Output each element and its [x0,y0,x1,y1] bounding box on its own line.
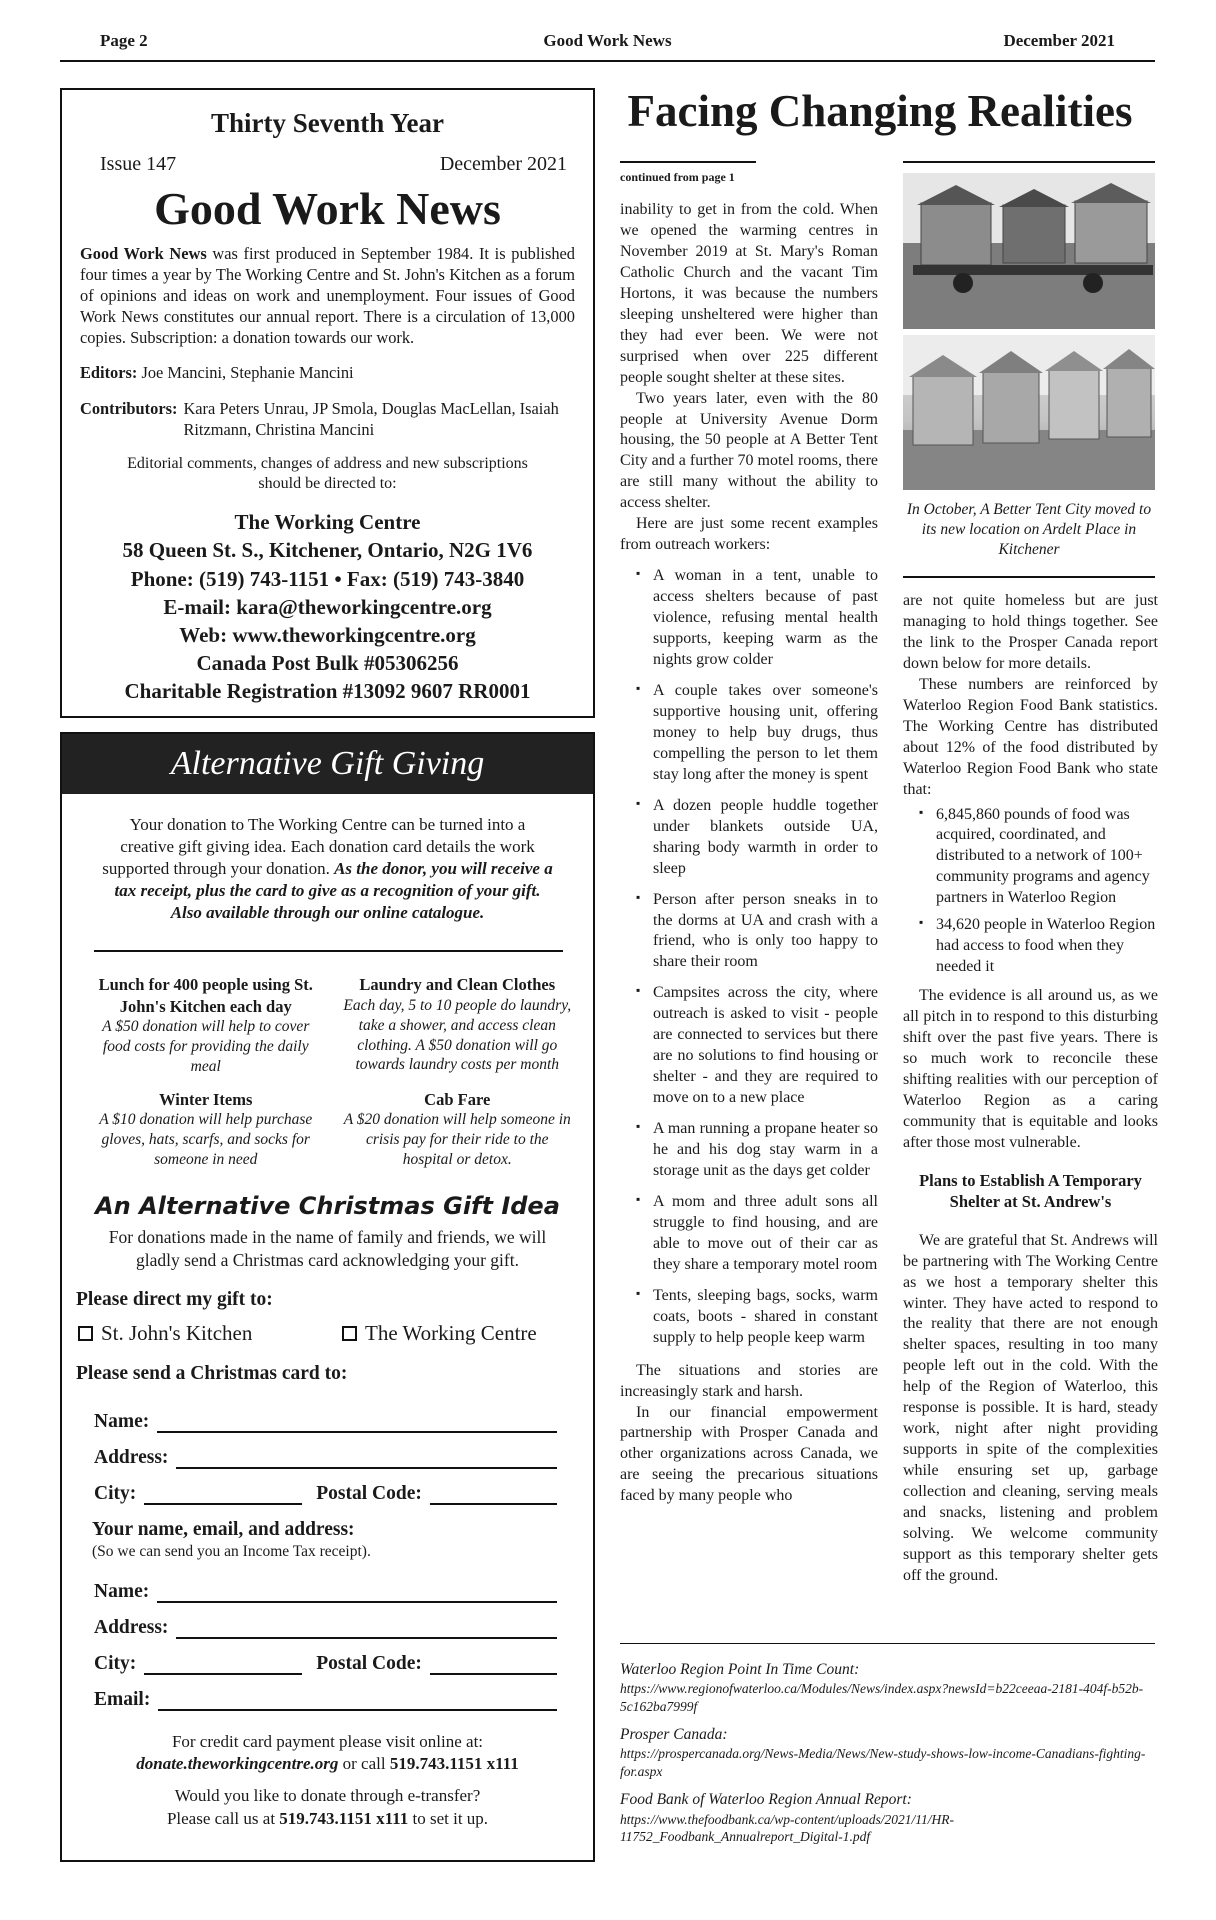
donor-info-note: (So we can send you an Income Tax receipt). [92,1543,371,1561]
article-paragraph: We are grateful that St. Andrews will be partnering with The Working Centre as we host a temporary shelter this winter. They have acted to respond to the reality that there are not enough shelter spaces, resulting in too many people left out in the cold. With the help of the Region of Waterloo, this response is possible. It is hard, steady work, night after night providing supports in spite of the complexities while ensuring set up, garbage collection and cleaning, serving meals and snacks, listening and problem solving. We welcome community support as this temporary shelter gets off the ground. [903,1231,1158,1584]
masthead-year: Thirty Seventh Year [211,108,444,138]
page-number: Page 2 [100,31,148,50]
credit-card-line1: For credit card payment please visit online at: [171,1732,484,1752]
caption-rule [903,576,1155,578]
article-paragraph: inability to get in from the cold. When we opened the warming centres in November 2019 at St. Mary's Roman Catholic Church and the vacant Tim Hortons, it was because the numbers sleeping unsheltered were higher than they had ever been. We were not surprised when over 225 different people sought shelter at these sites. [620,201,878,386]
list-item: ▪ A mom and three adult sons all struggle to find housing, and are able to move out of their car as they share a temporary motel room [620,1192,878,1276]
contact-email: E-mail: kara@theworkingcentre.org [163,594,492,619]
donor-address-row [94,1603,557,1639]
etransfer-phone: 519.743.1151 x111 [279,1808,409,1828]
tiny-homes-photo-1 [903,173,1155,329]
recipient-address-field[interactable] [176,1447,557,1469]
recipient-address-row [94,1433,557,1469]
gift-option-winter [88,1089,324,1170]
gift-intro-emphasis: As the donor, you will receive a tax receipt, plus the card to give as a recognition of your gift. Also available through our online catalogue. [114,859,553,923]
reference-url[interactable]: https://www.thefoodbank.ca/wp-content/uploads/2021/11/HR-11752_Foodbank_Annualreport_Digital-1.pdf [620,1811,954,1845]
list-item: ▪ A dozen people huddle together under blankets outside UA, sharing body warmth in order to sleep [620,796,878,880]
reference-url[interactable]: https://prospercanada.org/News-Media/News/New-study-shows-low-income-Canadians-fighting-for.aspx [620,1746,1146,1779]
list-item: ▪ A couple takes over someone's supportive housing unit, offering money to help buy drugs, thus compelling the person to let them stay long after the money is spent [620,681,878,786]
gift-banner: Alternative Gift Giving [62,734,593,794]
contact-block [62,508,593,705]
list-item: ▪ Person after person sneaks in to the dorms at UA and crash with a friend, who is only too happy to share their room [620,890,878,974]
reference-title: Prosper Canada: [620,1726,728,1744]
donor-address-field[interactable] [176,1617,557,1639]
recipient-city-field[interactable] [144,1483,302,1505]
credit-card-note [62,1731,593,1775]
list-item: ▪ A woman in a tent, unable to access shelters because of past violence, refusing mental health supports, keeping warm as the nights grow colder [620,566,878,671]
article-paragraph: are not quite homeless but are just managing to hold things together. See the link to the Prosper Canada report down below for more details. [903,592,1158,672]
masthead-title: Good Work News [154,183,501,234]
gift-option-title: Winter Items [159,1089,253,1109]
gift-option-title: Cab Fare [424,1089,491,1109]
recipient-name-row [94,1397,557,1433]
page-header [60,28,1155,62]
contact-web: Web: www.theworkingcentre.org [179,622,476,647]
continued-rule [620,161,756,163]
donate-link[interactable]: donate.theworkingcentre.org [136,1754,339,1774]
article-paragraph: The situations and stories are increasingly stark and harsh. [620,1361,878,1400]
reference-url[interactable]: https://www.regionofwaterloo.ca/Modules/News/index.aspx?newsId=b22ceeaa-2181-404f-b52b-5c162ba7999f [620,1681,1144,1714]
publication-name: Good Work News [543,31,672,50]
recipient-postal-field[interactable] [430,1483,557,1505]
donor-form [94,1567,557,1711]
gift-option-desc: Each day, 5 to 10 people do laundry, take a shower, and access clean clothing. A $50 donation will go towards laundry costs per month [343,996,572,1074]
list-item: ▪ 6,845,860 pounds of food was acquired, coordinated, and distributed to a network of 100+ community programs and agency partners in Waterloo Region [903,805,1158,910]
gift-direction-options [62,1321,593,1357]
gift-option-desc: A $10 donation will help purchase gloves, hats, scarfs, and socks for someone in need [99,1111,313,1168]
field-label: Address: [94,1447,169,1469]
gift-options-grid [88,974,575,1169]
article-paragraph: Here are just some recent examples from outreach workers: [620,515,878,554]
masthead-box [60,88,595,718]
recipient-city-row [94,1469,557,1505]
contact-address: 58 Queen St. S., Kitchener, Ontario, N2G 1V6 [122,538,533,563]
field-label: City: [94,1483,137,1505]
editors-names: Joe Mancini, Stephanie Mancini [141,363,354,383]
field-label: Email: [94,1689,151,1711]
gift-option-lunch [88,974,324,1076]
editors-label: Editors: [80,363,138,383]
donor-city-row [94,1639,557,1675]
references-rule [620,1643,1155,1644]
checkbox-working-centre[interactable] [342,1321,537,1346]
article-paragraph: The evidence is all around us, as we all pitch in to respond to this disturbing shift over the past five years. There is so much work to reconcile these shifting realities with our perception of Waterloo Region as a caring community that is equitable and looks after those most vulnerable. [903,987,1158,1151]
contributors-label: Contributors: [80,398,178,418]
masthead-contributors [80,398,575,441]
masthead-issue: Issue 147 [100,153,177,175]
direct-gift-label: Please direct my gift to: [76,1289,273,1311]
gift-divider [94,950,563,952]
contact-charity: Charitable Registration #13092 9607 RR0001 [124,679,531,704]
etransfer-line2 [62,1808,593,1830]
checkbox-label: St. John's Kitchen [101,1321,253,1346]
contact-org: The Working Centre [234,510,421,535]
donor-name-field[interactable] [157,1581,557,1603]
food-bank-stats-list [903,805,1158,979]
article-paragraph: In our financial empowerment partnership with Prosper Canada and other organizations across Canada, we are seeing the precarious situations faced by many people who [620,1403,878,1505]
article-paragraph: Two years later, even with the 80 people at University Avenue Dorm housing, the 50 people at A Better Tent City and a further 70 motel rooms, there are still many without the ability to access shelter. [620,389,878,512]
gift-option-desc: A $20 donation will help someone in crisis pay for their ride to the hospital or detox. [343,1111,571,1168]
references [620,1660,1155,1846]
christmas-gift-heading: An Alternative Christmas Gift Idea [95,1191,560,1220]
article-column-2 [903,591,1158,1587]
donor-postal-field[interactable] [430,1653,557,1675]
etransfer-line1: Would you like to donate through e-transfer? [174,1786,481,1806]
photo-rule [903,161,1155,163]
gift-option-desc: A $50 donation will help to cover food costs for providing the daily meal [102,1018,310,1075]
reference-title: Food Bank of Waterloo Region Annual Report: [620,1791,912,1809]
checkbox-icon[interactable] [78,1326,93,1341]
photo-caption: In October, A Better Tent City moved to its new location on Ardelt Place in Kitchener [906,501,1152,559]
masthead-desc-text: was first produced in September 1984. It is published four times a year by The Working Centre and St. John's Kitchen as a forum of opinions and ideas on work and unemployment. Four issues of Good Work News constitutes our annual report. There is a circulation of 13,000 copies. Subscription: a donation towards our work. [80,244,575,348]
etransfer-end: to set it up. [408,1808,489,1828]
field-label: Postal Code: [316,1653,422,1675]
donor-city-field[interactable] [144,1653,302,1675]
issue-date: December 2021 [1003,31,1115,50]
outreach-examples-list [620,566,878,1348]
article-subheading: Plans to Establish A Temporary Shelter at St. Andrew's [919,1170,1142,1212]
list-item: ▪ 34,620 people in Waterloo Region had access to food when they needed it [903,915,1158,978]
reference-title: Waterloo Region Point In Time Count: [620,1661,860,1678]
list-item: ▪ Campsites across the city, where outreach is asked to visit - people are connected to services but there are no solutions to find housing or shelter - and they are required to move on to a new place [620,983,878,1109]
masthead-desc-bold: Good Work News [80,244,207,264]
contributors-names: Kara Peters Unrau, JP Smola, Douglas MacLellan, Isaiah Ritzmann, Christina Mancini [183,398,559,439]
gift-option-laundry [340,974,576,1076]
donor-email-row [94,1675,557,1711]
field-label: Address: [94,1617,169,1639]
credit-card-line2 [62,1753,593,1775]
card-recipient-label: Please send a Christmas card to: [76,1363,348,1385]
gift-giving-box [60,732,595,1862]
article-column-1 [620,200,878,1507]
etransfer-call: Please call us at [166,1808,280,1828]
masthead-description [80,243,575,348]
gift-option-cab [340,1089,576,1170]
checkbox-icon[interactable] [342,1326,357,1341]
credit-card-phone: 519.743.1151 x111 [389,1754,519,1774]
gift-option-title: Laundry and Clean Clothes [359,975,556,995]
gift-intro [102,814,553,924]
list-item: ▪ A man running a propane heater so he and his dog stay warm in a storage unit as the days get colder [620,1119,878,1182]
continued-from: continued from page 1 [620,170,735,184]
masthead-editors [80,362,575,383]
contact-phone: Phone: (519) 743-1151 • Fax: (519) 743-3840 [130,566,525,591]
masthead-issue-row [62,149,593,183]
christmas-gift-desc: For donations made in the name of family and friends, we will gladly send a Christmas card acknowledging your gift. [108,1226,547,1270]
article-title: Facing Changing Realities [627,86,1133,136]
field-label: City: [94,1653,137,1675]
donor-email-field[interactable] [158,1689,557,1711]
list-item: ▪ Tents, sleeping bags, socks, warm coats, boots - shared in constant supply to help people keep warm [620,1286,878,1349]
donor-info-label: Your name, email, and address: [92,1519,355,1541]
recipient-name-field[interactable] [157,1411,557,1433]
recipient-form [94,1397,557,1505]
field-label: Name: [94,1411,150,1433]
checkbox-st-johns-kitchen[interactable] [78,1321,252,1346]
field-label: Name: [94,1581,150,1603]
editorial-note: Editorial comments, changes of address and new subscriptions should be directed to: [127,455,528,493]
masthead-date: December 2021 [439,153,567,175]
article-paragraph: These numbers are reinforced by Waterloo Region Food Bank statistics. The Working Centre has distributed about 12% of the food distributed by Waterloo Region Food Bank who state that: [903,675,1158,798]
gift-intro-text: Your donation to The Working Centre can be turned into a creative gift giving idea. Each donation card details the work supported through your donation. [102,815,535,879]
etransfer-note [62,1785,593,1829]
contact-postbulk: Canada Post Bulk #05306256 [196,650,459,675]
field-label: Postal Code: [316,1483,422,1505]
credit-card-or: or call [338,1754,390,1774]
checkbox-label: The Working Centre [365,1321,537,1346]
gift-option-title: Lunch for 400 people using St. John's Kitchen each day [98,975,313,1016]
tiny-homes-photo-2 [903,335,1155,490]
donor-name-row [94,1567,557,1603]
